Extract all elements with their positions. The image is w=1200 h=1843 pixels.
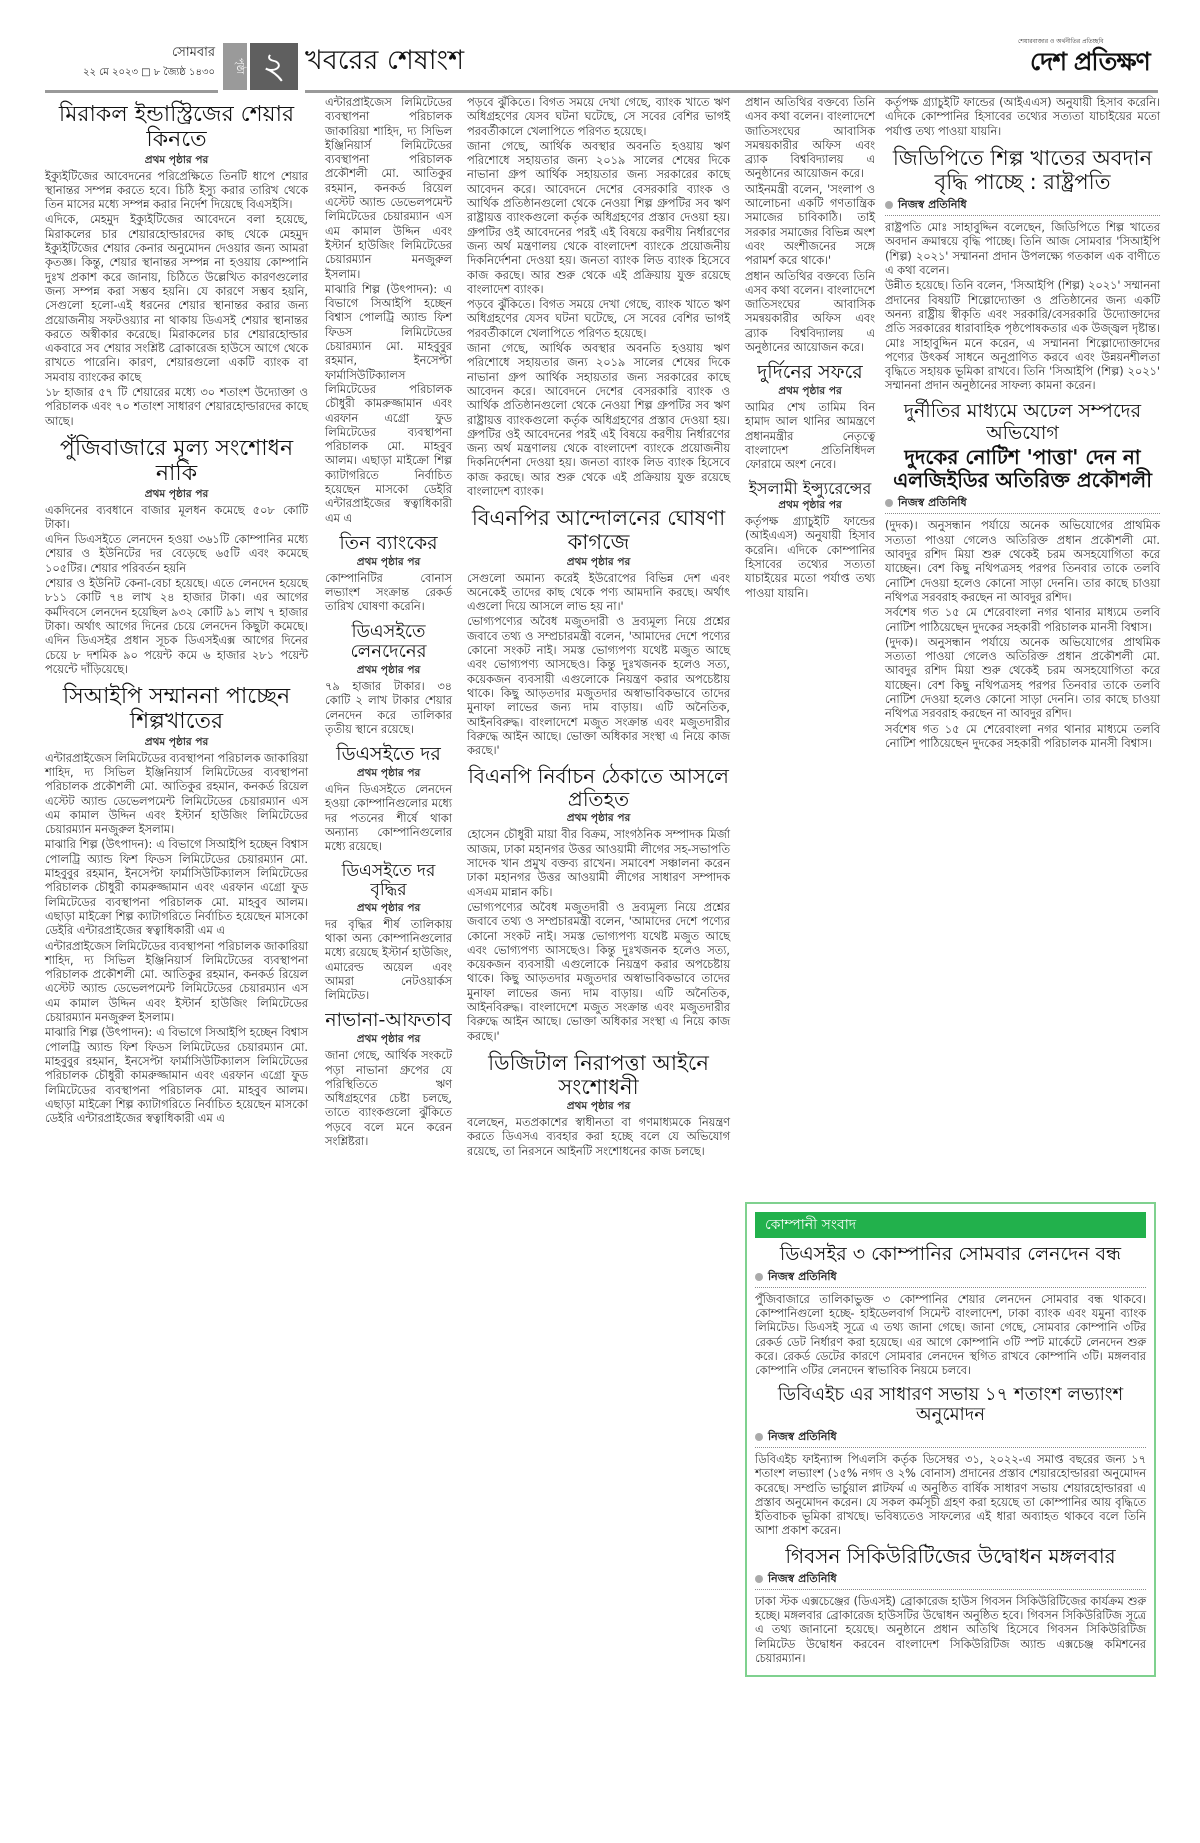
bullet-icon	[755, 1273, 763, 1281]
bullet-icon	[885, 201, 893, 209]
article-body-cip-cont: এন্টারপ্রাইজেস লিমিটেডের ব্যবস্থাপনা পরিচালক জাকারিয়া শাহিদ, দ্য সিভিল ইঞ্জিনিয়ার্স লিমিটেডের ব্যবস্থাপনা পরিচালক প্রকৌশলী মো. আতিকুর রহমান, কনকর্ড রিয়েল এস্টেট অ্যান্ড ডেভেলপমেন্ট লিমিটেডের চেয়ারম্যান এস এম কামাল উদ্দিন এবং ইস্টার্ন হাউজিং লিমিটেডের চেয়ারম্যান মনজুরুল ইসলাম। মাঝারি শিল্প (উৎপাদন): এ বিভাগে সিআইপি হচ্ছেন বিশ্বাস পোলট্রি অ্যান্ড ফিশ ফিডস লিমিটেডের চেয়ারম্যান মো. মাহবুবুর রহমান, ইনসেপ্টা ফার্মাসিউটিক্যালস লিমিটেডের পরিচালক চৌধুরী কামরুজ্জামান এবং এরফান এগ্রো ফুড লিমিটেডের ব্যবস্থাপনা পরিচালক মো. মাহবুব আলম। এছাড়া মাইক্রো শিল্প ক্যাটাগরিতে নির্বাচিত হয়েছেন মাসকো ডেইরি এন্টারপ্রাইজের স্বত্বাধিকারী এম এ	[325, 96, 452, 525]
continued-label: প্রথম পৃষ্ঠার পর	[356, 555, 421, 568]
headline-gibson-securities: গিবসন সিকিউরিটিজের উদ্বোধন মঙ্গলবার	[785, 1543, 1116, 1568]
headline-dse-price: ডিএসইতে দর	[336, 743, 441, 766]
continued-label: প্রথম পৃষ্ঠার পর	[144, 735, 209, 748]
page-number: ২	[250, 43, 298, 90]
header-rule-left	[45, 90, 218, 93]
column-c	[467, 96, 730, 1160]
logo-tagline: শেয়ারবাজার ও অর্থনীতির প্রতিচ্ছবি	[1018, 38, 1104, 45]
headline-acc: দুর্নীতির মাধ্যমে অঢেল সম্পদের অভিযোগ	[903, 399, 1142, 444]
continued-label: প্রথম পৃষ্ঠার পর	[566, 555, 631, 568]
headline-bnp-election: বিএনপি নির্বাচন ঠেকাতে আসলে প্রতিহত	[468, 764, 729, 812]
company-news-header	[755, 1212, 1146, 1238]
newspaper-logo: দেশ প্রতিক্ষণ	[1030, 47, 1150, 76]
article-body-dse-price: এদিন ডিএসইতে লেনদেন হওয়া কোম্পানিগুলোর মধ্যে দর পতনের শীর্ষে থাকা অন্যান্য কোম্পানিগুলোর মধ্যে রয়েছে।	[325, 783, 452, 854]
headline-gdp-line1: জিডিপিতে শিল্প খাতের অবদান	[892, 145, 1153, 170]
headline-three-banks: তিন ব্যাংকের	[339, 531, 438, 554]
headline-islami-insurance: ইসলামী ইন্স্যুরেন্সের	[748, 478, 872, 498]
article-body-top-right-cont: কর্তৃপক্ষ গ্র্যাচুইটি ফান্ডের (আইএএস) অনুযায়ী হিসাব করেনি। এদিকে কোম্পানির হিসাবের তথ্যের সত্যতা যাচাইয়ের মতো পর্যাপ্ত তথ্য পাওয়া যায়নি।	[885, 96, 1160, 138]
headline-dse-3-companies: ডিএসইর ৩ কোম্পানির সোমবার লেনদেন বন্ধ	[779, 1243, 1122, 1265]
byline: নিজস্ব প্রতিনিধি	[885, 495, 1160, 510]
divider	[755, 1287, 1146, 1288]
headline-navana: নাভানা-আফতাব	[325, 1009, 452, 1032]
article-body-law-minister: প্রধান অতিথির বক্তব্যে তিনি এসব কথা বলেন। বাংলাদেশে জাতিসংঘের আবাসিক সমন্বয়কারীর অফিস এবং ব্র্যাক বিশ্ববিদ্যালয় এ অনুষ্ঠানের আয়োজন করে। আইনমন্ত্রী বলেন, 'সংলাপ ও আলোচনা একটি গণতান্ত্রিক সমাজের চাবিকাঠি। তাই সরকার সমাজের বিভিন্ন অংশ এবং অংশীজনের সঙ্গে পরামর্শ করে থাকে।' প্রধান অতিথির বক্তব্যে তিনি এসব কথা বলেন। বাংলাদেশে জাতিসংঘের আবাসিক সমন্বয়কারীর অফিস এবং ব্র্যাক বিশ্ববিদ্যালয় এ অনুষ্ঠানের আয়োজন করে।	[745, 96, 875, 355]
article-body-hard-times-tour: আমির শেখ তামিম বিন হামাদ আল থানির আমন্ত্রণে প্রধানমন্ত্রীর নেতৃত্বে বাংলাদেশ প্রতিনিধিদল ফোরামে অংশ নেবে।	[745, 401, 875, 472]
column-d	[745, 96, 875, 602]
byline: নিজস্ব প্রতিনিধি	[885, 197, 1160, 212]
headline-cip: সিআইপি সম্মাননা পাচ্ছেন শিল্পখাতের	[62, 684, 291, 735]
article-body-navana: জানা গেছে, আর্থিক সংকটে পড়া নাভানা গ্রুপের যে পরিস্থিতিতে ঋণ অধিগ্রহণের চেষ্টা চলছে, তাতে ব্যাংকগুলো ঝুঁকিতে পড়বে বলে মনে করেন সংশ্লিষ্টরা।	[325, 1049, 452, 1149]
article-body-gdp: রাষ্ট্রপতি মোঃ সাহাবুদ্দিন বলেছেন, জিডিপিতে শিল্প খাতের অবদান ক্রমান্বয়ে বৃদ্ধি পাচ্ছে। তিনি আজ সোমবার 'সিআইপি (শিল্প) ২০২১' সম্মাননা প্রদান উপলক্ষ্যে গতকাল এক বাণীতে এ কথা বলেন। উন্নীত হয়েছে। তিনি বলেন, 'সিআইপি (শিল্প) ২০২১' সম্মাননা প্রদানের বিষয়টি শিল্পোদ্যোক্তা ও প্রতিষ্ঠানের জন্য একটি অনন্য রাষ্ট্রীয় স্বীকৃতি এবং সরকারি/বেসরকারি উদ্যোক্তাদের প্রতি সরকারের ধারাবাহিক পৃষ্ঠপোষকতার এক উজ্জ্বল দৃষ্টান্ত। মোঃ সাহাবুদ্দিন মনে করেন, এ সম্মাননা শিল্পোদ্যোক্তাদের পণ্যের উৎকর্ষ সাধনে অনুপ্রাণিত করবে এবং উন্নয়নশীলতা বৃদ্ধিতে সহায়ক ভূমিকা রাখবে। তিনি 'সিআইপি (শিল্প) ২০২১' সম্মাননা প্রদান অনুষ্ঠানের সাফল্য কামনা করেন।	[885, 221, 1160, 393]
divider	[885, 215, 1160, 216]
continued-label: প্রথম পৃষ্ঠার পর	[144, 487, 209, 500]
divider	[755, 1447, 1146, 1448]
article-body-bnp-movement: সেগুলো অমান্য করেই ইউরোপের বিভিন্ন দেশ এবং অনেকেই তাদের কাছ থেকে পণ্য আমদানি করছে। অর্থাৎ এগুলো দিয়ে আসলে লাভ হয় না।' ভোগ্যপণ্যের অবৈধ মজুতদারী ও দ্রব্যমূল্য নিয়ে প্রশ্নের জবাবে তথ্য ও সম্প্রচারমন্ত্রী বলেন, 'আমাদের দেশে পণ্যের কোনো সংকট নাই। সমস্ত ভোগ্যপণ্য যথেষ্ট মজুত আছে এবং ভোগ্যপণ্য আসছেও। কিন্তু দুঃখজনক হলেও সত্য, কয়েকজন ব্যবসায়ী এগুলোকে নিয়ন্ত্রণ করার অপচেষ্টায় থাকে। কিছু আড়তদার মজুতদার অস্বাভাবিকভাবে তাদের মুনাফা লাভের জন্য দাম বাড়ায়। এটি অনৈতিক, আইনবিরুদ্ধ। বাংলাদেশে মজুত সংক্রান্ত এবং মজুতদারীর বিরুদ্ধে আইন আছে। ভোক্তা অধিকার সংস্থা এ নিয়ে কাজ করছে।'	[467, 571, 730, 758]
headline-miracle: মিরাকল ইন্ডাস্ট্রিজের শেয়ার কিনতে	[58, 102, 295, 153]
byline: নিজস্ব প্রতিনিধি	[755, 1571, 1146, 1586]
article-body-three-banks: কোম্পানিটির বোনাস লভ্যাংশ সংক্রান্ত রেকর্ড তারিখ ঘোষণা করেনি।	[325, 571, 452, 614]
right-section	[745, 96, 1160, 1677]
bullet-icon	[755, 1575, 763, 1583]
page-label: পৃষ্ঠা	[234, 58, 245, 75]
company-news-title: কোম্পানী সংবাদ	[765, 1217, 857, 1233]
article-body-navana-cont: পড়বে ঝুঁকিতে। বিগত সময়ে দেখা গেছে, ব্যাংক খাতে ঋণ অধিগ্রহণের যেসব ঘটনা ঘটেছে, সে সবের বেশির ভাগই পরবর্তীকালে খেলাপিতে পরিণত হয়েছে। জানা গেছে, আর্থিক অবস্থার অবনতি হওয়ায় ঋণ পরিশোধে সহায়তার জন্য ২০১৯ সালের শেষের দিকে নাভানা গ্রুপ আর্থিক সহায়তার জন্য সরকারের কাছে আবেদন করে। আবেদনে দেশের বেসরকারি ব্যাংক ও আর্থিক প্রতিষ্ঠানগুলো থেকে নেওয়া শিল্প গ্রুপটির সব ঋণ রাষ্ট্রায়ত্ত ব্যাংকগুলো কর্তৃক অধিগ্রহণের প্রস্তাব দেওয়া হয়। গ্রুপটির ওই আবেদনের পরই এই বিষয়ে করণীয় নির্ধারণের জন্য অর্থ মন্ত্রণালয় থেকে বাংলাদেশ ব্যাংকে প্রয়োজনীয় দিকনির্দেশনা দেওয়া হয়। জনতা ব্যাংক লিড ব্যাংক হিসেবে কাজ করছে। আর শুরু থেকে এই প্রক্রিয়ায় যুক্ত রয়েছে বাংলাদেশ ব্যাংক। পড়বে ঝুঁকিতে। বিগত সময়ে দেখা গেছে, ব্যাংক খাতে ঋণ অধিগ্রহণের যেসব ঘটনা ঘটেছে, সে সবের বেশির ভাগই পরবর্তীকালে খেলাপিতে পরিণত হয়েছে। জানা গেছে, আর্থিক অবস্থার অবনতি হওয়ায় ঋণ পরিশোধে সহায়তার জন্য ২০১৯ সালের শেষের দিকে নাভানা গ্রুপ আর্থিক সহায়তার জন্য সরকারের কাছে আবেদন করে। আবেদনে দেশের বেসরকারি ব্যাংক ও আর্থিক প্রতিষ্ঠানগুলো থেকে নেওয়া শিল্প গ্রুপটির সব ঋণ রাষ্ট্রায়ত্ত ব্যাংকগুলো কর্তৃক অধিগ্রহণের প্রস্তাব দেওয়া হয়। গ্রুপটির ওই আবেদনের পরই এই বিষয়ে করণীয় নির্ধারণের জন্য অর্থ মন্ত্রণালয় থেকে বাংলাদেশ ব্যাংকে প্রয়োজনীয় দিকনির্দেশনা দেওয়া হয়। জনতা ব্যাংক লিড ব্যাংক হিসেবে কাজ করছে। আর শুরু থেকে এই প্রক্রিয়ায় যুক্ত রয়েছে বাংলাদেশ ব্যাংক।	[467, 96, 730, 499]
article-body-digital-security: বলেছেন, মতপ্রকাশের স্বাধীনতা বা গণমাধ্যমকে নিয়ন্ত্রণ করতে ডিএসএ ব্যবহার করা হচ্ছে বলে যে অভিযোগ রয়েছে, তা নিরসনে আইনটি সংশোধনের কাজ চলছে।	[467, 1116, 730, 1158]
divider	[885, 513, 1160, 514]
article-body-dse-3-companies: পুঁজিবাজারে তালিকাভুক্ত ৩ কোম্পানির শেয়ার লেনদেন সোমবার বন্ধ থাকবে। কোম্পানিগুলো হচ্ছে- হাইডেলবার্গ সিমেন্ট বাংলাদেশ, ঢাকা ব্যাংক এবং যমুনা ব্যাংক লিমিটেড। ডিএসই সূত্রে এ তথ্য জানা গেছে। জানা গেছে, সোমবার কোম্পানি ৩টির রেকর্ড ডেট নির্ধারণ করা হয়েছে। এর আগে কোম্পানি ৩টি স্পট মার্কেটে লেনদেন শুরু করে। রেকর্ড ডেটের কারণে সোমবার লেনদেন স্থগিত রাখবে কোম্পানি ৩টি। মঙ্গলবার কোম্পানি ৩টির লেনদেন স্বাভাবিক নিয়মে চলবে।	[755, 1292, 1146, 1378]
continued-label: প্রথম পৃষ্ঠার পর	[356, 1033, 421, 1046]
article-body-cip: এন্টারপ্রাইজেস লিমিটেডের ব্যবস্থাপনা পরিচালক জাকারিয়া শাহিদ, দ্য সিভিল ইঞ্জিনিয়ার্স লিমিটেডের ব্যবস্থাপনা পরিচালক প্রকৌশলী মো. আতিকুর রহমান, কনকর্ড রিয়েল এস্টেট অ্যান্ড ডেভেলপমেন্ট লিমিটেডের চেয়ারম্যান এস এম কামাল উদ্দিন এবং ইস্টার্ন হাউজিং লিমিটেডের চেয়ারম্যান মনজুরুল ইসলাম। মাঝারি শিল্প (উৎপাদন): এ বিভাগে সিআইপি হচ্ছেন বিশ্বাস পোলট্রি অ্যান্ড ফিশ ফিডস লিমিটেডের চেয়ারম্যান মো. মাহবুবুর রহমান, ইনসেপ্টা ফার্মাসিউটিক্যালস লিমিটেডের পরিচালক চৌধুরী কামরুজ্জামান এবং এরফান এগ্রো ফুড লিমিটেডের ব্যবস্থাপনা পরিচালক মো. মাহবুব আলম। এছাড়া মাইক্রো শিল্প ক্যাটাগরিতে নির্বাচিত হয়েছেন মাসকো ডেইরি এন্টারপ্রাইজের স্বত্বাধিকারী এম এ এন্টারপ্রাইজেস লিমিটেডের ব্যবস্থাপনা পরিচালক জাকারিয়া শাহিদ, দ্য সিভিল ইঞ্জিনিয়ার্স লিমিটেডের ব্যবস্থাপনা পরিচালক প্রকৌশলী মো. আতিকুর রহমান, কনকর্ড রিয়েল এস্টেট অ্যান্ড ডেভেলপমেন্ট লিমিটেডের চেয়ারম্যান এস এম কামাল উদ্দিন এবং ইস্টার্ন হাউজিং লিমিটেডের চেয়ারম্যান মনজুরুল ইসলাম। মাঝারি শিল্প (উৎপাদন): এ বিভাগে সিআইপি হচ্ছেন বিশ্বাস পোলট্রি অ্যান্ড ফিশ ফিডস লিমিটেডের চেয়ারম্যান মো. মাহবুবুর রহমান, ইনসেপ্টা ফার্মাসিউটিক্যালস লিমিটেডের পরিচালক চৌধুরী কামরুজ্জামান এবং এরফান এগ্রো ফুড লিমিটেডের ব্যবস্থাপনা পরিচালক মো. মাহবুব আলম। এছাড়া মাইক্রো শিল্প ক্যাটাগরিতে নির্বাচিত হয়েছেন মাসকো ডেইরি এন্টারপ্রাইজের স্বত্বাধিকারী এম এ	[45, 751, 308, 1126]
article-body-islami-insurance: কর্তৃপক্ষ গ্র্যাচুইটি ফান্ডের (আইএএস) অনুযায়ী হিসাব করেনি। এদিকে কোম্পানির হিসাবের তথ্যের সত্যতা যাচাইয়ের মতো পর্যাপ্ত তথ্য পাওয়া যায়নি।	[745, 515, 875, 600]
byline: নিজস্ব প্রতিনিধি	[755, 1269, 1146, 1284]
right-upper-columns	[745, 96, 1160, 1196]
page-label-box	[223, 43, 247, 90]
subheadline-acc-line1: দুদকের নোটিশ 'পাত্তা' দেন না	[904, 445, 1141, 470]
article-body-dbh-dividend: ডিবিএইচ ফাইন্যান্স পিএলসি কর্তৃক ডিসেম্বর ৩১, ২০২২-এ সমাপ্ত বছরের জন্য ১৭ শতাংশ লভ্যাংশ (১৫% নগদ ও ২% বোনাস) প্রদানের প্রস্তাব শেয়ারহোল্ডাররা অনুমোদন করেছে। সম্প্রতি ভার্চুয়াল প্লাটফর্ম এ অনুষ্ঠিত বার্ষিক সাধারণ সভায় শেয়ারহোল্ডাররা এ প্রস্তাব অনুমোদন করেন। যে সকল কর্মসূচী গ্রহণ করা হয়েছে তা কোম্পানির আয় বৃদ্ধিতে ইতিবাচক ভূমিকা রাখছে। ভবিষ্যতেও সাফল্যের এই ধারা অব্যাহত থাকবে বলে তিনি আশা প্রকাশ করেন।	[755, 1453, 1146, 1538]
continued-label: প্রথম পৃষ্ঠার পর	[144, 153, 209, 166]
article-body-dse-rise: দর বৃদ্ধির শীর্ষ তালিকায় থাকা অন্য কোম্পানিগুলোর মধ্যে রয়েছে ইস্টার্ন হাউজিং, এমারেল্ড অয়েল এবং আমরা নেটওয়ার্কস লিমিটেড।	[325, 917, 452, 1003]
continued-label: প্রথম পৃষ্ঠার পর	[356, 664, 421, 677]
headline-dse-rise: ডিএসইতে দর বৃদ্ধির	[341, 860, 436, 901]
headline-market-correction: পুঁজিবাজারে মূল্য সংশোধন নাকি	[59, 435, 294, 487]
column-a	[45, 96, 308, 1127]
article-body-market-correction: একদিনের ব্যবধানে বাজার মূলধন কমেছে ৫০৮ কোটি টাকা। এদিন ডিএসইতে লেনদেন হওয়া ৩৬১টি কোম্পানির মধ্যে শেয়ার ও ইউনিটের দর বেড়েছে ৬৫টি এবং কমেছে ১০৫টির। শেয়ার পরিবর্তন হয়নি শেয়ার ও ইউনিট কেনা-বেচা হয়েছে। এতে লেনদেন হয়েছে ৮১১ কোটি ৭৪ লাখ ২৪ হাজার টাকা। এর আগের কর্মদিবসে লেনদেন হয়েছিল ৯৩২ কোটি ৯১ লাখ ৭ হাজার টাকা। অর্থাৎ আগের দিনের চেয়ে লেনদেন কিছুটা কমেছে। এদিন ডিএসইর প্রধান সূচক ডিএসইএক্স আগের দিনের চেয়ে ৮ দশমিক ৯০ পয়েন্ট কমে ৬ হাজার ২৮১ পয়েন্ট পয়েন্টে দাঁড়িয়েছে।	[45, 503, 308, 676]
headline-gdp-line2: বৃদ্ধি পাচ্ছে : রাষ্ট্রপতি	[934, 170, 1111, 195]
headline-dbh-dividend: ডিবিএইচ এর সাধারণ সভায় ১৭ শতাংশ লভ্যাংশ অনুমোদন	[777, 1383, 1124, 1426]
article-body-dse-turnover: ৭৯ হাজার টাকার। ৩৪ কোটি ২ লাখ টাকার শেয়ার লেনদেন করে তালিকার তৃতীয় স্থানে রয়েছে।	[325, 680, 452, 736]
continued-label: প্রথম পৃষ্ঠার পর	[778, 385, 842, 398]
byline: নিজস্ব প্রতিনিধি	[755, 1429, 1146, 1444]
company-news-box	[745, 1202, 1156, 1677]
issue-day: সোমবার	[171, 45, 215, 60]
bullet-icon	[885, 499, 893, 507]
headline-hard-times-tour: দুর্দিনের সফরে	[757, 361, 863, 384]
continued-label: প্রথম পৃষ্ঠার পর	[566, 1100, 631, 1113]
headline-bnp-movement: বিএনপির আন্দোলনের ঘোষণা কাগজে	[471, 506, 726, 555]
continued-label: প্রথম পৃষ্ঠার পর	[566, 812, 631, 825]
section-title: খবরের শেষাংশ	[305, 45, 465, 76]
subheadline-acc-line2: এলজিইডির অতিরিক্ত প্রকৌশলী	[893, 468, 1152, 493]
continued-label: প্রথম পৃষ্ঠার পর	[356, 901, 421, 914]
article-body-bnp-election: হোসেন চৌধুরী মায়া বীর বিক্রম, সাংগঠনিক সম্পাদক মির্জা আজম, ঢাকা মহানগর উত্তর আওয়ামী লীগের সহ-সভাপতি সাদেক খান প্রমুখ বক্তব্য রাখেন। সমাবেশ সঞ্চালনা করেন ঢাকা মহানগর উত্তর আওয়ামী লীগের সাধারণ সম্পাদক এসএম মান্নান কচি। ভোগ্যপণ্যের অবৈধ মজুতদারী ও দ্রব্যমূল্য নিয়ে প্রশ্নের জবাবে তথ্য ও সম্প্রচারমন্ত্রী বলেন, 'আমাদের দেশে পণ্যের কোনো সংকট নাই। সমস্ত ভোগ্যপণ্য যথেষ্ট মজুত আছে এবং ভোগ্যপণ্য আসছেও। কিন্তু দুঃখজনক হলেও সত্য, কয়েকজন ব্যবসায়ী এগুলোকে নিয়ন্ত্রণ করার অপচেষ্টায় থাকে। কিছু আড়তদার মজুতদার অস্বাভাবিকভাবে তাদের মুনাফা লাভের জন্য দাম বাড়ায়। এটি অনৈতিক, আইনবিরুদ্ধ। বাংলাদেশে মজুত সংক্রান্ত এবং মজুতদারীর বিরুদ্ধে আইন আছে। ভোক্তা অধিকার সংস্থা এ নিয়ে কাজ করছে।'	[467, 828, 730, 1043]
article-body-acc: (দুদক)। অনুসন্ধান পর্যায়ে অনেক অভিযোগের প্রাথমিক সত্যতা পাওয়া গেলেও অতিরিক্ত প্রধান প্রকৌশলী মো. আবদুর রশিদ মিয়া শুরু থেকেই চরম অসহযোগিতা করে যাচ্ছেন। বেশ কিছু নথিপত্রসহ পরপর তিনবার তাকে তলবি নোটিশ দেওয়া হলেও কোনো সাড়া দেননি। তার কাছে চাওয়া নথিপত্র সরবরাহ করছেন না আবদুর রশিদ। সর্বশেষ গত ১৫ মে শেরেবাংলা নগর থানার মাধ্যমে তলবি নোটিশ পাঠিয়েছেন দুদকের সহকারী পরিচালক মানসী বিশ্বাস। (দুদক)। অনুসন্ধান পর্যায়ে অনেক অভিযোগের প্রাথমিক সত্যতা পাওয়া গেলেও অতিরিক্ত প্রধান প্রকৌশলী মো. আবদুর রশিদ মিয়া শুরু থেকেই চরম অসহযোগিতা করে যাচ্ছেন। বেশ কিছু নথিপত্রসহ পরপর তিনবার তাকে তলবি নোটিশ দেওয়া হলেও কোনো সাড়া দেননি। তার কাছে চাওয়া নথিপত্র সরবরাহ করছেন না আবদুর রশিদ। সর্বশেষ গত ১৫ মে শেরেবাংলা নগর থানার মাধ্যমে তলবি নোটিশ পাঠিয়েছেন দুদকের সহকারী পরিচালক মানসী বিশ্বাস।	[885, 519, 1160, 750]
continued-label: প্রথম পৃষ্ঠার পর	[778, 499, 842, 512]
headline-digital-security: ডিজিটাল নিরাপত্তা আইনে সংশোধনী	[488, 1050, 709, 1100]
continued-label: প্রথম পৃষ্ঠার পর	[356, 767, 421, 780]
divider	[755, 1589, 1146, 1590]
article-body-miracle: ইক্যুইটিজের আবেদনের পরিপ্রেক্ষিতে তিনটি ধাপে শেয়ার স্থানান্তর সম্পন্ন করতে হবে। চিঠি ইস্যু করার তারিখ থেকে তিন মাসের মধ্যে সম্পন্ন করার নির্দেশ দিয়েছে বিএসইসি। এদিকে, মেহমুদ ইক্যুইটিজের আবেদনে বলা হয়েছে, মিরাকলের চার শেয়ারহোল্ডারদের কাছ থেকে মেহমুদ ইক্যুইটিজের শেয়ার কেনার অনুমোদন দেওয়ার জন্য আমরা কৃতজ্ঞ। কিন্তু, শেয়ার স্থানান্তর সম্পন্ন না হওয়ায় কোম্পানি দুঃখ প্রকাশ করে জানায়, চিঠিতে উল্লেখিত কারণগুলোর জন্য সম্পন্ন করা সম্ভব হয়নি। যে কারণে সম্ভব হয়নি, সেগুলো হলো-এই ধরনের শেয়ার স্থানান্তর করার জন্য প্রয়োজনীয় সফটওয়্যার না থাকায় ডিএসই শেয়ার স্থানান্তর করতে অস্বীকার করেছে। মিরাকলের চার শেয়ারহোল্ডার একবারে সব শেয়ার সংশ্লিষ্ট ব্রোকারেজ হাউসে আগে থেকে রাখতে পারেনি। কারণ, শেয়ারগুলো একটি ব্যাংক বা সমবায় ব্যাংকের কাছে ১৮ হাজার ৫৭ টি শেয়ারের মধ্যে ৩০ শতাংশ উদ্যোক্তা ও পরিচালক এবং ৭০ শতাংশ সাধারণ শেয়ারহোল্ডারদের কাছে আছে।	[45, 169, 308, 428]
issue-date: ২২ মে ২০২৩ □ ৮ জ্যৈষ্ঠ ১৪৩০	[82, 67, 215, 78]
column-b	[325, 96, 452, 1150]
article-body-gibson-securities: ঢাকা স্টক এক্সচেঞ্জের (ডিএসই) ব্রোকারেজ হাউস গিবসন সিকিউরিটিজের কার্যক্রম শুরু হচ্ছে। মঙ্গলবার ব্রোকারেজ হাউসটির উদ্বোধন অনুষ্ঠিত হবে। গিবসন সিকিউরিটিজ সূত্রে এ তথ্য জানানো হয়েছে। অনুষ্ঠানে প্রধান অতিথি হিসেবে গিবসন সিকিউরিটিজ লিমিটেড উদ্বোধন করবেন বাংলাদেশ সিকিউরিটিজ অ্যান্ড এক্সচেঞ্জ কমিশনের চেয়ারম্যান।	[755, 1594, 1146, 1665]
bullet-icon	[755, 1433, 763, 1441]
header-rule-right	[305, 90, 1158, 93]
column-e	[885, 96, 1160, 752]
headline-dse-turnover: ডিএসইতে লেনদেনের	[350, 620, 427, 663]
